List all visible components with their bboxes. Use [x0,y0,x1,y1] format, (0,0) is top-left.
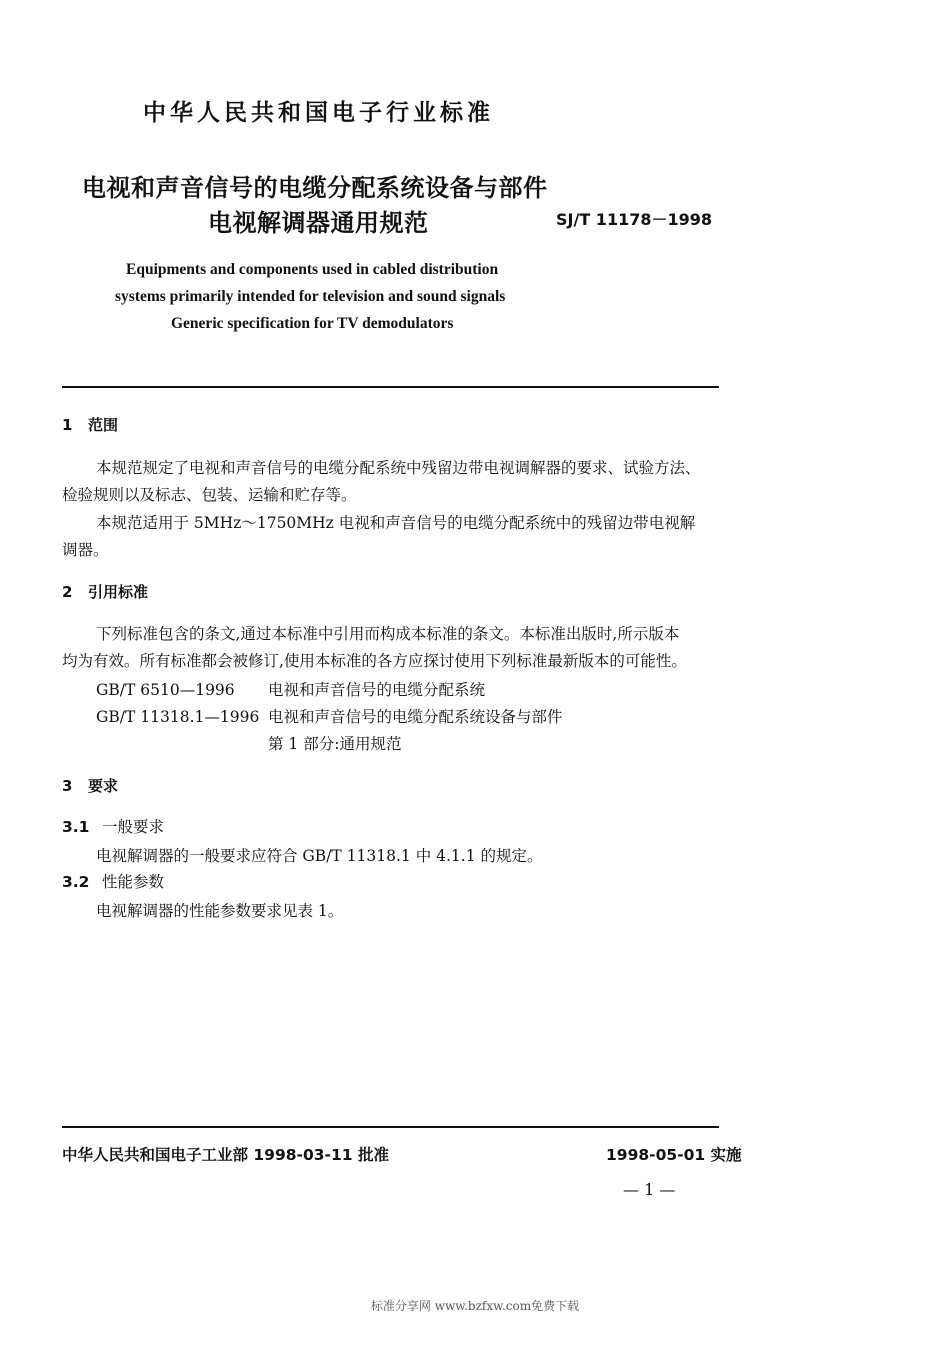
subsection-3-2-text: 电视解调器的性能参数要求见表 1。 [96,902,344,920]
section-title: 引用标准 [88,583,149,601]
header-divider [62,386,719,388]
reference-title: 电视和声音信号的电缆分配系统 [268,681,486,699]
reference-code: GB/T 6510—1996 [96,681,235,699]
section-title: 要求 [88,777,119,795]
section-2-heading [62,581,148,602]
section-number: 3 [62,777,73,795]
english-title-line1: Equipments and components used in cabled distribution [126,261,499,278]
english-title-line3: Generic specification for TV demodulators [171,315,454,332]
section-1-heading [62,414,118,435]
subsection-3-1-text: 电视解调器的一般要求应符合 GB/T 11318.1 中 4.1.1 的规定。 [96,847,543,865]
references-paragraph-line1: 下列标准包含的条文,通过本标准中引用而构成本标准的条文。本标准出版时,所示版本 [96,625,680,643]
approval-statement: 中华人民共和国电子工业部 1998-03-11 批准 [62,1146,389,1164]
subsection-title: 性能参数 [102,873,165,891]
references-paragraph-line2: 均为有效。所有标准都会被修订,使用本标准的各方应探讨使用下列标准最新版本的可能性。 [62,652,687,670]
footer-divider [62,1126,719,1128]
reference-title-continued: 第 1 部分:通用规范 [268,735,402,753]
industry-standard-title: 中华人民共和国电子行业标准 [143,100,494,126]
page-number: — 1 — [623,1180,676,1199]
reference-code: GB/T 11318.1—1996 [96,708,260,726]
document-title-line2: 电视解调器通用规范 [208,209,429,237]
section-title: 范围 [88,416,119,434]
english-title-line2: systems primarily intended for television and sound signals [115,288,506,305]
watermark-text: 标准分享网 www.bzfxw.com免费下载 [370,1299,580,1313]
subsection-title: 一般要求 [102,818,165,836]
standard-number: SJ/T 11178－1998 [556,210,713,229]
scope-paragraph-1-line1: 本规范规定了电视和声音信号的电缆分配系统中残留边带电视调解器的要求、试验方法、 [96,459,701,477]
section-number: 1 [62,416,73,434]
subsection-number: 3.1 [62,818,90,836]
subsection-number: 3.2 [62,873,90,891]
scope-paragraph-1-line2: 检验规则以及标志、包装、运输和贮存等。 [62,486,357,504]
section-3-heading [62,775,118,796]
reference-title: 电视和声音信号的电缆分配系统设备与部件 [268,708,563,726]
subsection-3-1-heading [62,815,164,837]
scope-paragraph-2-line2: 调器。 [62,541,109,559]
effective-date: 1998-05-01 实施 [606,1146,742,1164]
subsection-3-2-heading [62,870,164,892]
document-title-line1: 电视和声音信号的电缆分配系统设备与部件 [82,174,548,202]
section-number: 2 [62,583,73,601]
scope-paragraph-2-line1: 本规范适用于 5MHz～1750MHz 电视和声音信号的电缆分配系统中的残留边带电视解 [96,514,696,532]
